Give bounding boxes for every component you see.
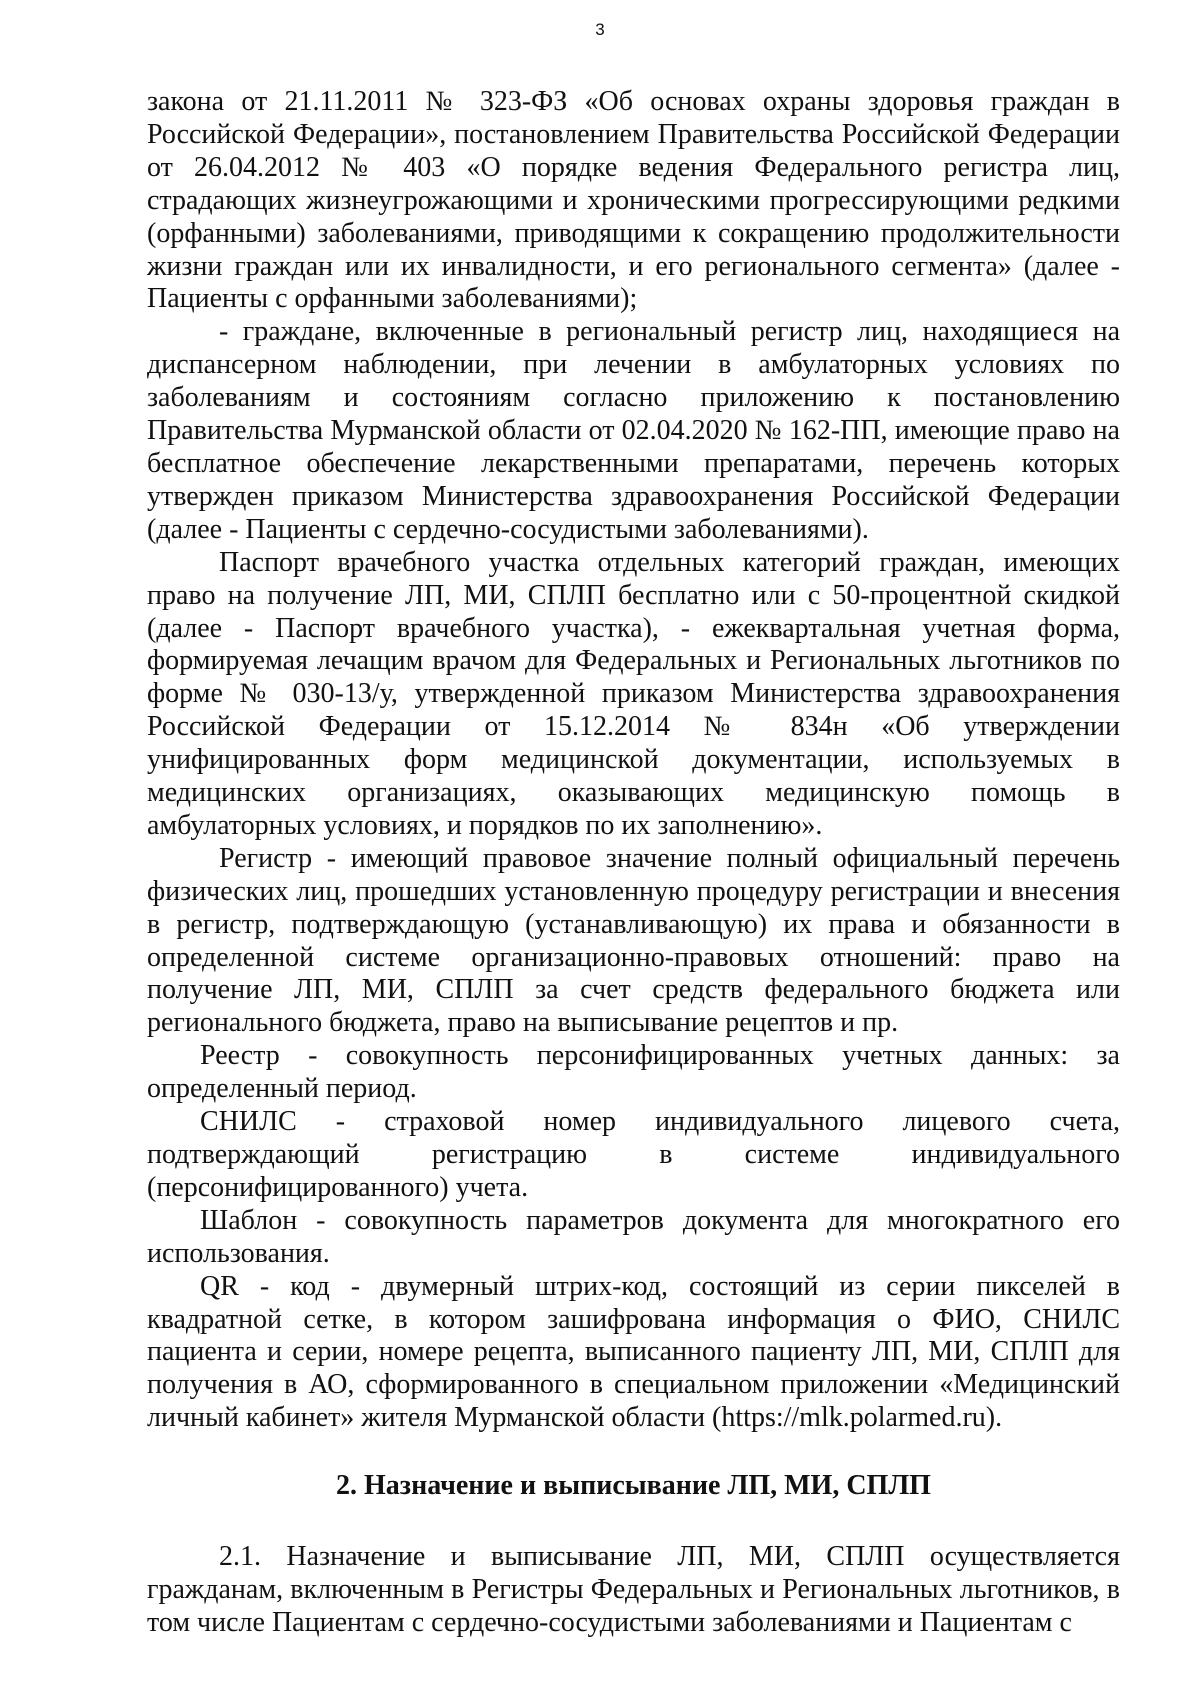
paragraph-reestr-definition: Реестр - совокупность персонифицированных учетных данных: за определенный период.	[147, 1040, 1120, 1105]
paragraph-passport-definition: Паспорт врачебного участка отдельных категорий граждан, имеющих право на получение ЛП, МИ, СПЛП бесплатно или с 50-процентной скидкой (далее - Паспорт врачебного участка), - ежеквартальная учетная форма, формируемая лечащим врачом для Федеральных и Региональных льготников по форме № 030-13/у, утвержденной приказом Министерства здравоохранения Российской Федерации от 15.12.2014 № 834н «Об утверждении унифицированных форм медицинской документации, используемых в медицинских организациях, оказывающих медицинскую помощь в амбулаторных условиях, и порядков по их заполнению».	[147, 546, 1120, 841]
page-number: 3	[595, 20, 605, 39]
paragraph-cardiovascular-patients: - граждане, включенные в региональный регистр лиц, находящиеся на диспансерном наблюдении, при лечении в амбулаторных условиях по заболеваниям и состояниям согласно приложению к постановлению Правительства Мурманской области от 02.04.2020 № 162-ПП, имеющие право на бесплатное обеспечение лекарственными препаратами, перечень которых утвержден приказом Министерства здравоохранения Российской Федерации (далее - Пациенты с сердечно-сосудистыми заболеваниями).	[147, 316, 1120, 545]
paragraph-section-2-1: 2.1. Назначение и выписывание ЛП, МИ, СПЛП осуществляется гражданам, включенным в Регистры Федеральных и Региональных льготников, в том числе Пациентам с сердечно-сосудистыми заболеваниями и Пациентам с	[147, 1541, 1120, 1638]
paragraph-orphan-diseases: закона от 21.11.2011 № 323-ФЗ «Об основах охраны здоровья граждан в Российской Федерации», постановлением Правительства Российской Федерации от 26.04.2012 № 403 «О порядке ведения Федерального регистра лиц, страдающих жизнеугрожающими и хроническими прогрессирующими редкими (орфанными) заболеваниями, приводящими к сокращению продолжительности жизни граждан или их инвалидности, и его регионального сегмента» (далее - Пациенты с орфанными заболеваниями);	[147, 86, 1120, 315]
paragraph-qr-code-definition: QR - код - двумерный штрих-код, состоящий из серии пикселей в квадратной сетке, в котором зашифрована информация о ФИО, СНИЛС пациента и серии, номере рецепта, выписанного пациенту ЛП, МИ, СПЛП для получения в АО, сформированного в специальном приложении «Медицинский личный кабинет» жителя Мурманской области (https://mlk.polarmed.ru).	[147, 1270, 1120, 1434]
document-body	[147, 86, 1120, 1640]
section-heading: 2. Назначение и выписывание ЛП, МИ, СПЛП	[336, 1470, 931, 1502]
paragraph-snils-definition: СНИЛС - страховой номер индивидуального лицевого счета, подтверждающий регистрацию в системе индивидуального (персонифицированного) учета.	[147, 1106, 1120, 1203]
paragraph-register-definition: Регистр - имеющий правовое значение полный официальный перечень физических лиц, прошедших установленную процедуру регистрации и внесения в регистр, подтверждающую (устанавливающую) их права и обязанности в определенной системе организационно-правовых отношений: право на получение ЛП, МИ, СПЛП за счет средств федерального бюджета или регионального бюджета, право на выписывание рецептов и пр.	[147, 842, 1120, 1039]
paragraph-template-definition: Шаблон - совокупность параметров документа для многократного его использования.	[147, 1204, 1120, 1269]
